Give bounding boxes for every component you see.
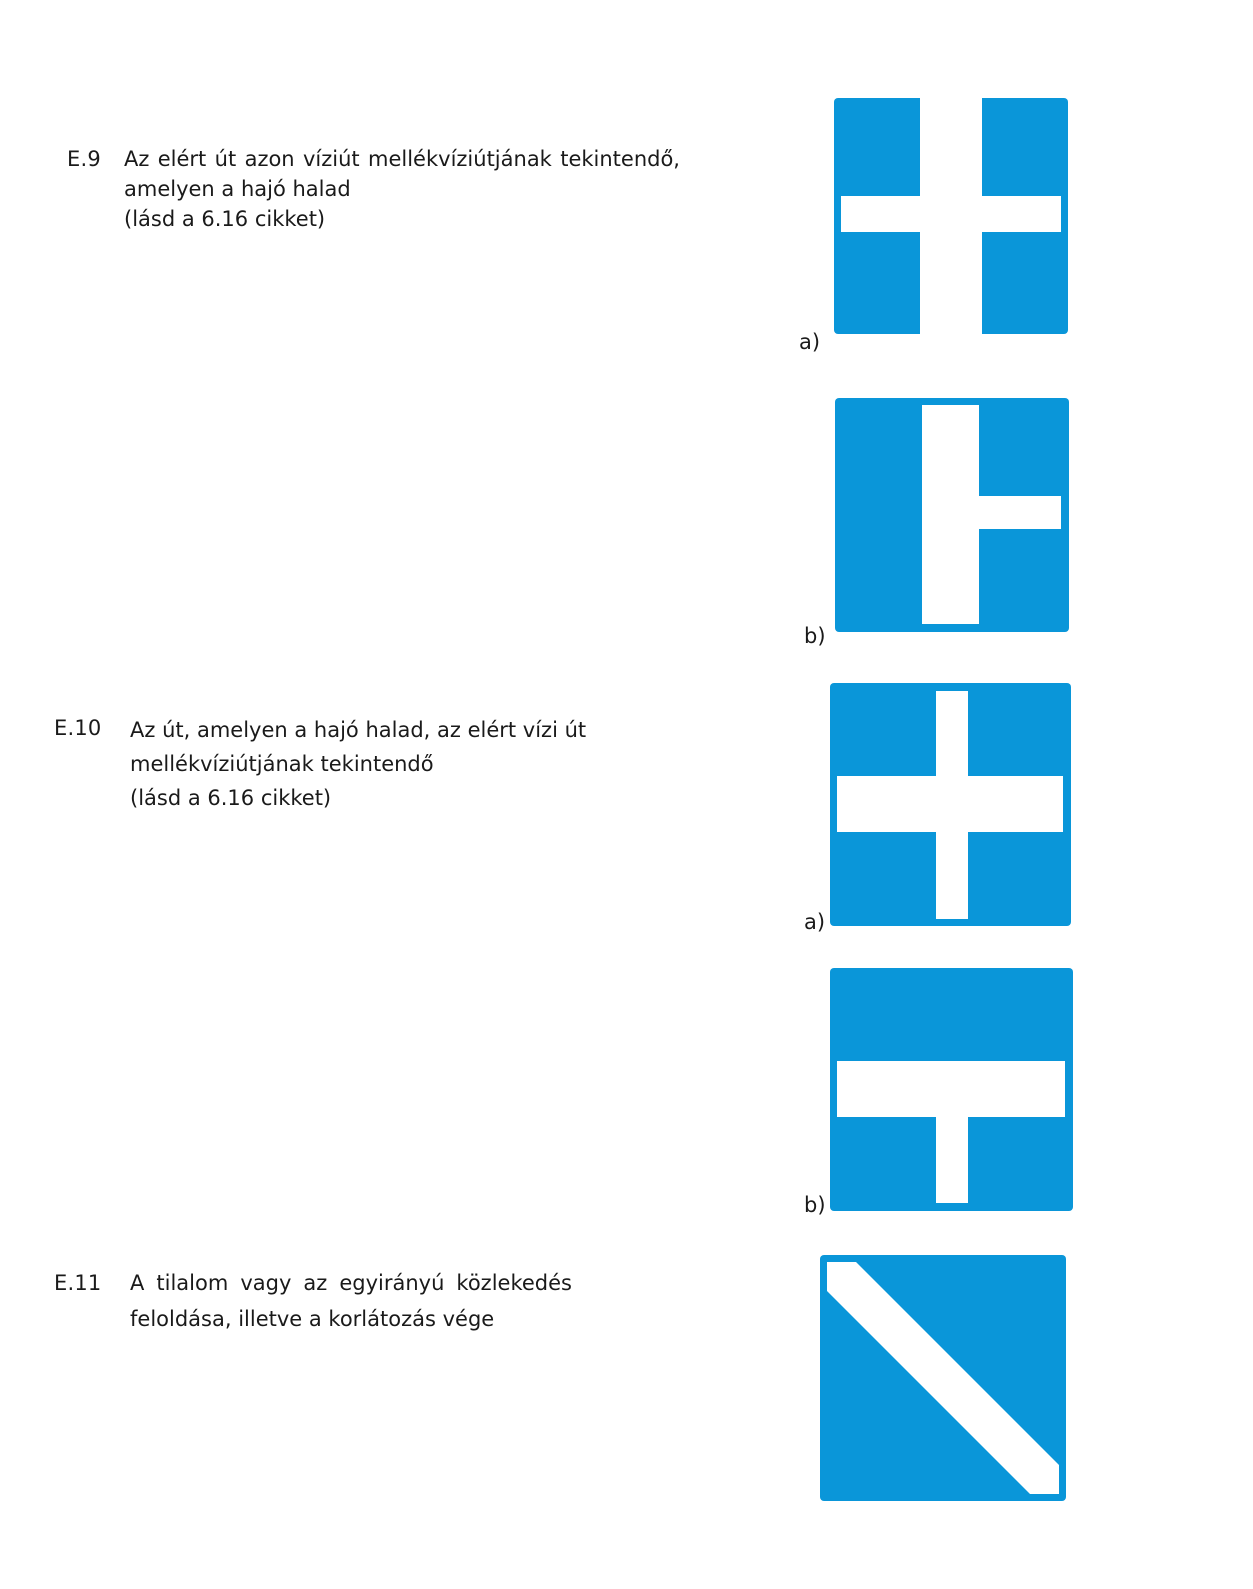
description-line: (lásd a 6.16 cikket): [124, 207, 326, 231]
description-line: mellékvíziútjának tekintendő: [130, 752, 434, 776]
description-line: feloldása, illetve a korlátozás vége: [130, 1307, 495, 1331]
description-line: (lásd a 6.16 cikket): [130, 786, 332, 810]
description-line: amelyen a hajó halad: [124, 177, 351, 201]
entry-description: [130, 1265, 572, 1337]
description-line: Az elért út azon víziút mellékvíziútjának tekintendő,: [124, 147, 680, 171]
crossroads-main-waterway-icon: [830, 683, 1071, 926]
description-line: A tilalom vagy az egyirányú közlekedés: [130, 1271, 572, 1295]
sign-label: b): [804, 1193, 826, 1217]
description-line: Az út, amelyen a hajó halad, az elért vízi út: [130, 718, 587, 742]
entry-code: E.9: [67, 147, 101, 171]
entry-code: E.11: [54, 1271, 102, 1295]
crossroads-side-waterway-icon: [834, 98, 1068, 334]
junction-side-waterway-right-icon: [835, 398, 1069, 632]
sign-label: b): [804, 624, 826, 648]
entry-description: [130, 713, 590, 815]
sign-label: a): [799, 330, 821, 354]
entry-description: [124, 144, 680, 234]
entry-code: E.10: [54, 716, 102, 740]
end-of-restriction-icon: [820, 1255, 1066, 1501]
junction-main-waterway-icon: [830, 968, 1073, 1211]
sign-label: a): [804, 910, 826, 934]
